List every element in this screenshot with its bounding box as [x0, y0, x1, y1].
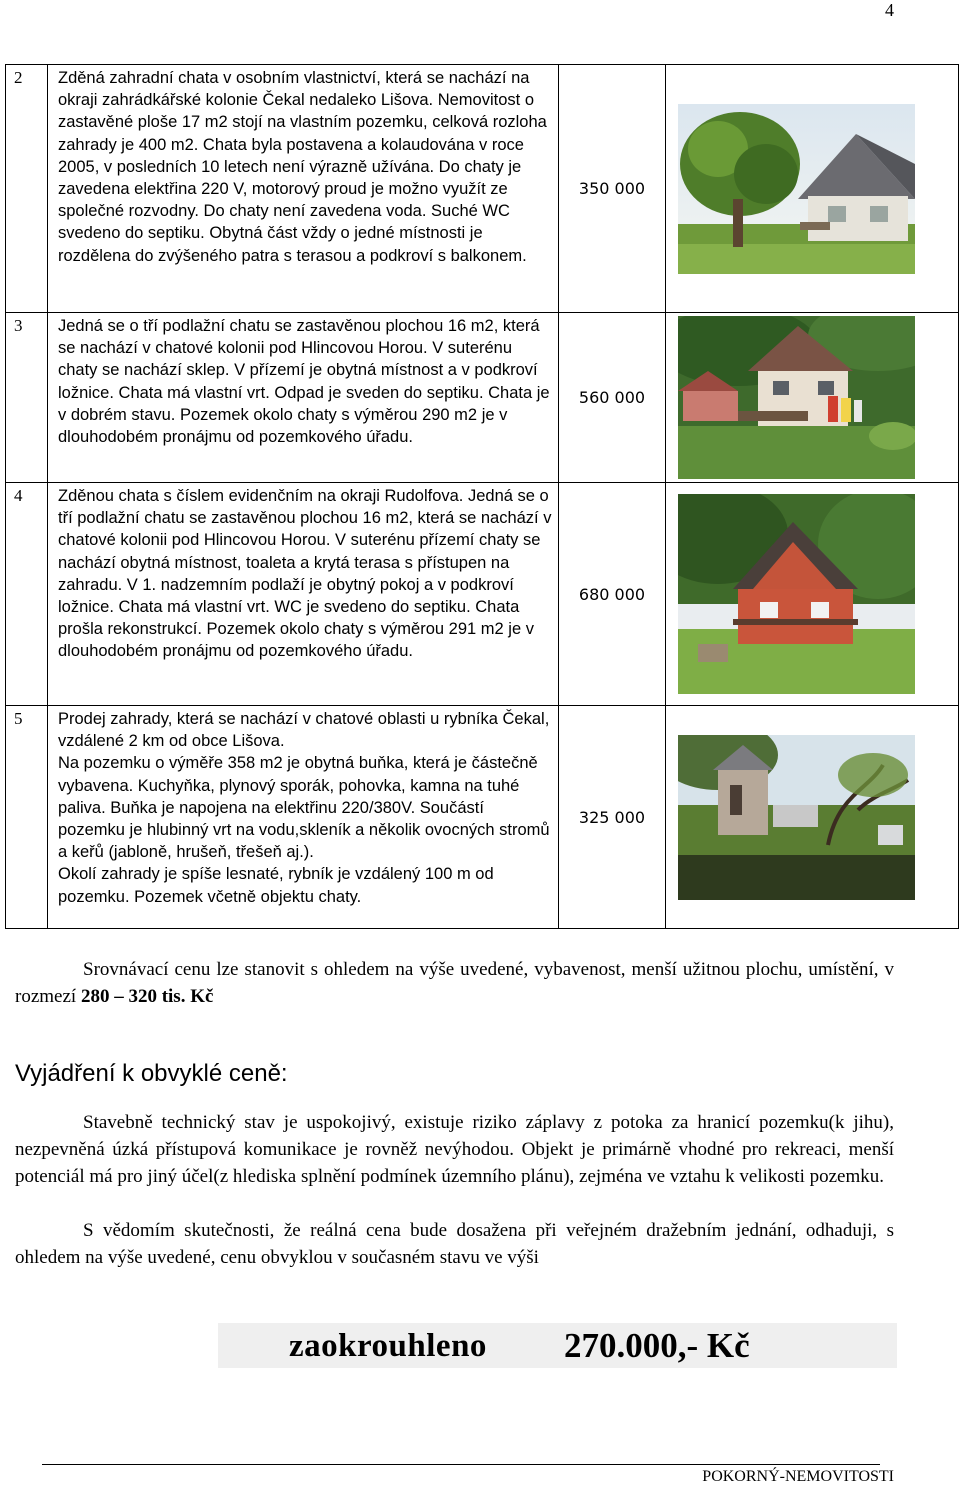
cottage-photo-slope: [678, 316, 915, 479]
cottage-photo-tree: [678, 104, 915, 274]
listing-number: 3: [6, 313, 48, 483]
listing-price: 560 000: [559, 313, 666, 483]
page-number: 4: [885, 0, 894, 20]
table-row: [6, 706, 959, 929]
comparison-range: 280 – 320 tis. Kč: [80, 986, 214, 1007]
comparison-paragraph: [15, 956, 894, 1010]
listing-number: 5: [6, 706, 48, 929]
listing-description: Zděnou chata s číslem evidenčním na okraji Rudolfova. Jedná se o tří podlažní chatu se zastavěnou plochou 16 m2, která se nachází v chatové kolonii pod Hlincovou Horou. V suterénu přízemí chaty se nachází obytná místnost, toaleta a krytá terasa s přístupen na zahradu. V 1. nadzemním podlaží je obytný pokoj a v podkroví ložnice. Chata má vlastní vrt. WC je svedeno do septiku. Chata prošla rekonstrukcí. Pozemek okolo chaty s výměrou 291 m2 je v dlouhodobém pronájmu od pozemkového úřadu.: [48, 483, 559, 706]
listing-price: 680 000: [559, 483, 666, 706]
listing-description: [48, 706, 559, 929]
assessment-paragraph: Stavebně technický stav je uspokojivý, existuje riziko záplavy z potoka za hranicí pozemku(k jihu), nezpevněná úzká přístupová komunikace je rovněž nevýhodou. Objekt je primárně vhodné pro rekreaci, menší potenciál má pro jiný účel(z hlediska splnění podmínek územního plánu), zejména ve vztahu k velikosti pozemku.: [15, 1112, 894, 1187]
total-label: zaokrouhleno: [289, 1328, 487, 1364]
comparison-text: Srovnávací cenu lze stanovit s ohledem na výše uvedené, vybavenost, menší užitnou plochu, umístění, v rozmezí: [15, 959, 894, 1007]
listing-price: 325 000: [559, 706, 666, 929]
footer-company: POKORNÝ-NEMOVITOSTI: [702, 1468, 894, 1485]
listing-description-line: Na pozemku o výměře 358 m2 je obytná buňka, která je částečně vybavena. Kuchyňka, plynový sporák, pohovka, kamna na tuhé paliva. Buňka je napojena na elektřinu 220/380V. Součástí pozemku je hlubinný vrt na vodu,skleník a několik ovocných stromů a keřů (jabloně, hrušeň, třešeň aj.).: [58, 754, 550, 862]
listing-photo-cell: [666, 313, 959, 483]
cottage-photo-red: [678, 494, 915, 694]
listing-description-line: Prodej zahrady, která se nachází v chatové oblasti u rybníka Čekal, vzdálené 2 km od obce Lišova.: [58, 710, 550, 751]
total-value: 270.000,- Kč: [564, 1326, 750, 1365]
listing-number: 4: [6, 483, 48, 706]
conclusion-paragraph: S vědomím skutečnosti, že reálná cena bude dosažena při veřejném dražebním jednání, odhaduji, s ohledem na výše uvedené, cenu obvyklou v současném stavu ve výši: [15, 1220, 894, 1268]
listing-photo-cell: [666, 706, 959, 929]
table-row: [6, 313, 959, 483]
listing-description-line: Okolí zahrady je spíše lesnaté, rybník je vzdálený 100 m od pozemku. Pozemek včetně objektu chaty.: [58, 865, 494, 906]
listing-number: 2: [6, 65, 48, 313]
listing-photo-cell: [666, 65, 959, 313]
section-heading: Vyjádření k obvyklé ceně:: [15, 1060, 288, 1087]
table-row: [6, 65, 959, 313]
total-price-box: [218, 1323, 897, 1368]
garden-photo-cabin: [678, 735, 915, 900]
listing-price: 350 000: [559, 65, 666, 313]
comparison-table: [5, 64, 959, 929]
listing-photo-cell: [666, 483, 959, 706]
listing-description: Jedná se o tří podlažní chatu se zastavěnou plochou 16 m2, která se nachází v chatové kolonii pod Hlincovou Horou. V suterénu chaty se nachází sklep. V přízemí je obytná místnost a v podkroví ložnice. Chata má vlastní vrt. Odpad je sveden do septiku. Chata je v dobrém stavu. Pozemek okolo chaty s výměrou 290 m2 je v dlouhodobém pronájmu od pozemkového úřadu.: [48, 313, 559, 483]
table-row: [6, 483, 959, 706]
footer-divider: [42, 1464, 880, 1465]
listing-description: Zděná zahradní chata v osobním vlastnictví, která se nachází na okraji zahrádkářské kolonie Čekal nedaleko Lišova. Nemovitost o zastavěné ploše 17 m2 stojí na vlastním pozemku, celková rozloha zahrady je 400 m2. Chata byla postavena a kolaudována v roce 2005, v posledních 10 letech není výrazně užívána. Do chaty je zavedena elektřina 220 V, motorový proud je možno využít ze společné rozvodny. Do chaty není zavedena voda. Suché WC svedeno do septiku. Obytná část vždy o jedné místnosti je rozdělena do zvýšeného patra s terasou a podkroví s balkonem.: [48, 65, 559, 313]
